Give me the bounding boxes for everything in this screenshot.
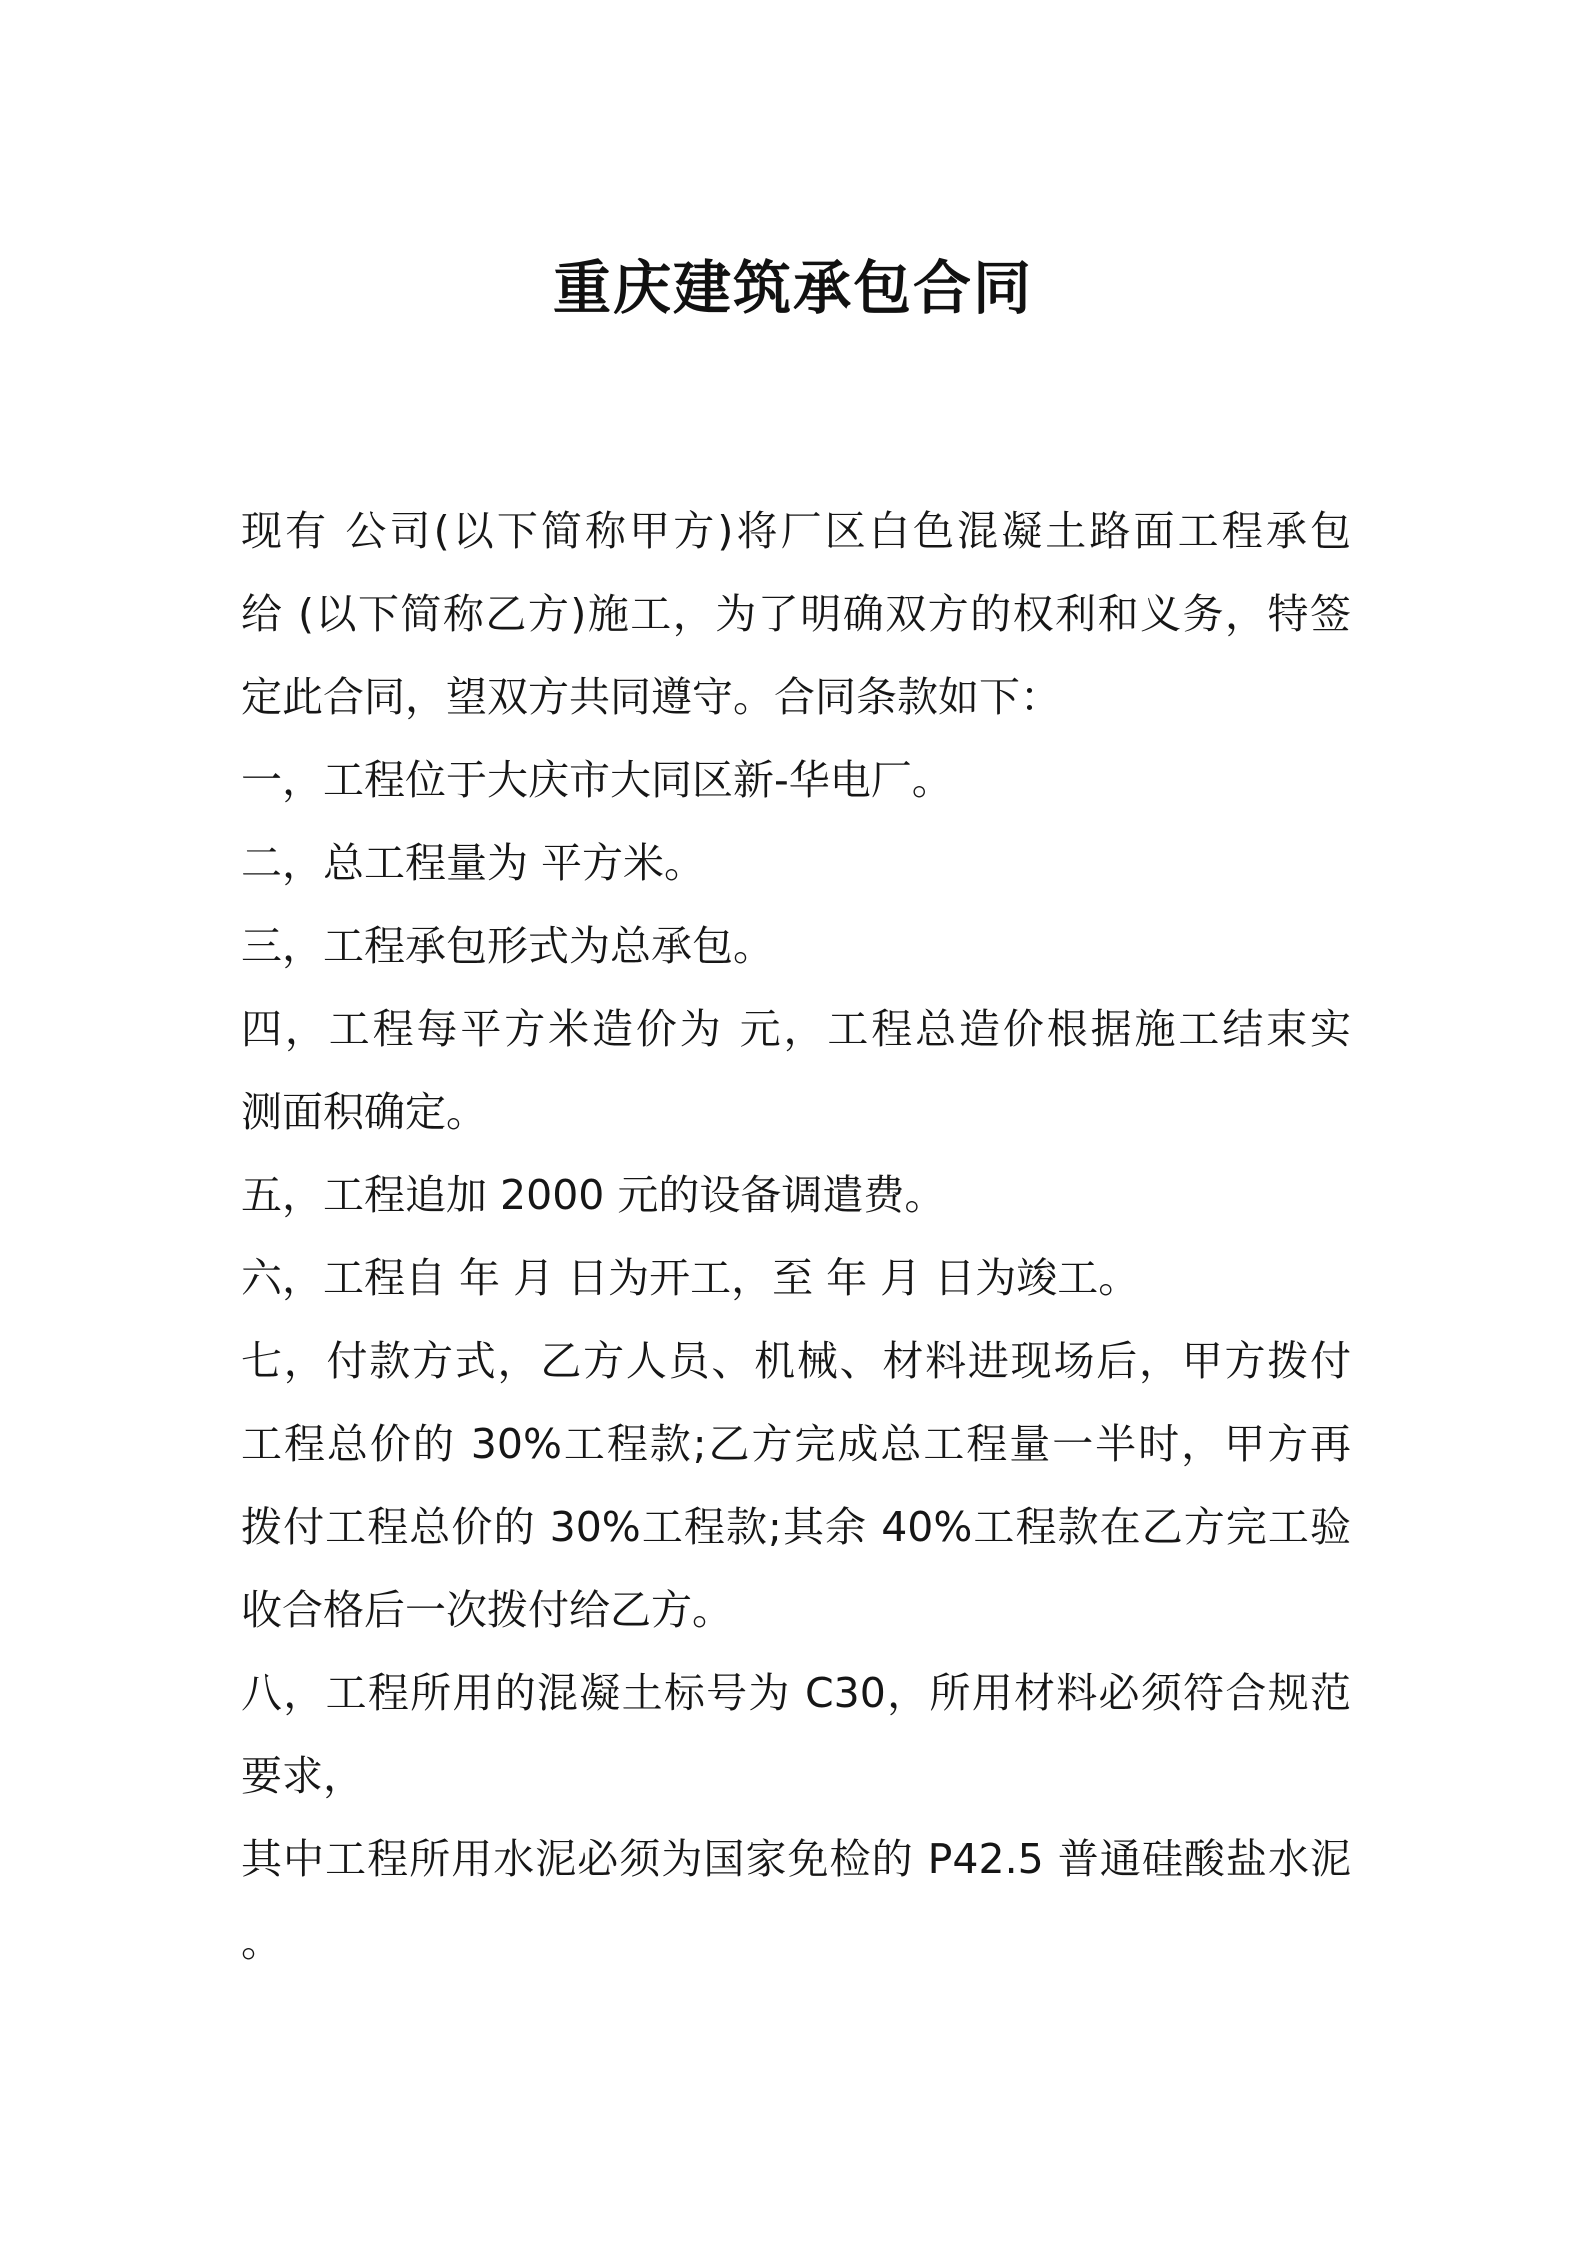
paragraph-line-1: 现有 公司(以下简称甲方)将厂区白色混凝土路面工程承包 (241, 507, 1351, 555)
clause-2: 二，总工程量为 平方米。 (241, 839, 706, 887)
clause-8-line-4: 。 (241, 1918, 282, 1966)
clause-7-line-2: 工程总价的 30%工程款;乙方完成总工程量一半时，甲方再 (241, 1420, 1351, 1468)
clause-1: 一，工程位于大庆市大同区新-华电厂。 (241, 756, 953, 804)
document-title: 重庆建筑承包合同 (552, 254, 1033, 322)
paragraph-line-2: 给 (以下简称乙方)施工，为了明确双方的权利和义务，特签 (241, 590, 1351, 638)
clause-7-line-3: 拨付工程总价的 30%工程款;其余 40%工程款在乙方完工验 (241, 1503, 1351, 1551)
clause-7-line-1: 七，付款方式，乙方人员、机械、材料进现场后，甲方拨付 (241, 1337, 1351, 1385)
clause-5: 五，工程追加 2000 元的设备调遣费。 (241, 1171, 946, 1219)
contract-body (241, 490, 1351, 1984)
clause-8-line-2: 要求， (241, 1752, 364, 1800)
paragraph-line-3: 定此合同，望双方共同遵守。合同条款如下： (241, 673, 1061, 721)
clause-4-line-2: 测面积确定。 (241, 1088, 487, 1136)
clause-4-line-1: 四，工程每平方米造价为 元，工程总造价根据施工结束实 (241, 1005, 1351, 1053)
clause-3: 三，工程承包形式为总承包。 (241, 922, 774, 970)
clause-8-line-3: 其中工程所用水泥必须为国家免检的 P42.5 普通硅酸盐水泥 (241, 1835, 1351, 1883)
clause-6: 六，工程自 年 月 日为开工，至 年 月 日为竣工。 (241, 1254, 1140, 1302)
clause-7-line-4: 收合格后一次拨付给乙方。 (241, 1586, 733, 1634)
clause-8-line-1: 八，工程所用的混凝土标号为 C30，所用材料必须符合规范 (241, 1669, 1351, 1717)
